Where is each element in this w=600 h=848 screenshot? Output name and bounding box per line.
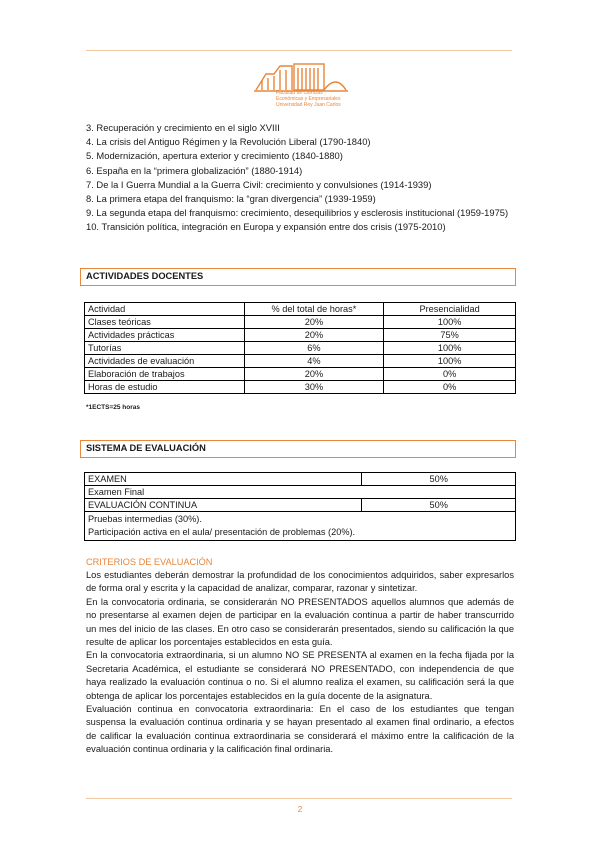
- table-header-cell: Presencialidad: [384, 303, 516, 316]
- table-cell: 100%: [384, 316, 516, 329]
- continuous-detail-line: Participación activa en el aula/ presentación de problemas (20%).: [88, 527, 356, 537]
- table-row: [85, 316, 516, 329]
- table-row: [85, 368, 516, 381]
- table-row: [85, 499, 516, 512]
- table-row: [85, 381, 516, 394]
- exam-percentage: 50%: [362, 473, 516, 486]
- table-cell: 0%: [384, 381, 516, 394]
- header-rule: [86, 50, 512, 51]
- table-cell: 0%: [384, 368, 516, 381]
- table-cell: Actividades de evaluación: [85, 355, 245, 368]
- criteria-paragraph: Los estudiantes deberán demostrar la profundidad de los conocimientos adquiridos, saber expresarlos de forma oral y escrita y la capacidad de analizar, comparar, razonar y sintetizar.: [86, 570, 514, 594]
- topic-item: 6. España en la “primera globalización” (1880-1914): [86, 164, 303, 176]
- topic-item: 3. Recuperación y crecimiento en el siglo XVIII: [86, 122, 280, 133]
- table-cell: 30%: [244, 381, 384, 394]
- continuous-percentage: 50%: [362, 499, 516, 512]
- table-row: [85, 473, 516, 486]
- table-cell: 75%: [384, 329, 516, 342]
- logo-line-2: Económicas y Empresariales: [276, 96, 341, 102]
- table-cell: 20%: [244, 316, 384, 329]
- table-row: [85, 329, 516, 342]
- table-cell: Actividades prácticas: [85, 329, 245, 342]
- exam-detail: Examen Final: [85, 486, 516, 499]
- topic-list: [86, 121, 514, 235]
- table-cell: Tutorías: [85, 342, 245, 355]
- table-header-cell: Actividad: [85, 303, 245, 316]
- topic-item: 10. Transición política, integración en Europa y expansión entre dos crisis (1975-2010): [86, 221, 446, 233]
- exam-label: EXAMEN: [85, 473, 362, 486]
- topic-item: 8. La primera etapa del franquismo: la “gran divergencia” (1939-1959): [86, 193, 376, 205]
- criteria-paragraph: En la convocatoria extraordinaria, si un alumno NO SE PRESENTA al examen en la fecha fijada por la Secretaria Académica, el estudiante se considerará NO PRESENTADO, con independencia de que haya realizado la evaluación continua o no. Si el alumno realiza el examen, su calificación será la que obtenga de aplicar los porcentajes establecidos en la guía docente de la asignatura.: [86, 650, 514, 701]
- criteria-paragraph: En la convocatoria ordinaria, se considerarán NO PRESENTADOS aquellos alumnos que además de no presentarse al examen dejen de participar en la evaluación continua a partir de haber transcurrido un mes del inicio de las clases. En otro caso se considerarán presentados, siendo su calificación la que resulte de aplicar los porcentajes establecidos en esta guía.: [86, 596, 514, 648]
- evaluation-table: [84, 472, 516, 541]
- table-row: [85, 342, 516, 355]
- table-header-cell: % del total de horas*: [244, 303, 384, 316]
- table-header-row: [85, 303, 516, 316]
- table-cell: 100%: [384, 355, 516, 368]
- table-row: [85, 486, 516, 499]
- criteria-heading: CRITERIOS DE EVALUACIÓN: [86, 557, 213, 567]
- logo-line-3: Universidad Rey Juan Carlos: [276, 102, 341, 108]
- table-cell: 4%: [244, 355, 384, 368]
- continuous-label: EVALUACIÓN CONTINUA: [85, 499, 362, 512]
- table-cell: Elaboración de trabajos: [85, 368, 245, 381]
- logo-caption: [276, 90, 341, 108]
- footer-rule: [86, 798, 512, 799]
- table-cell: 6%: [244, 342, 384, 355]
- continuous-detail: [85, 512, 516, 541]
- table-cell: 20%: [244, 329, 384, 342]
- topic-item: 5. Modernización, apertura exterior y crecimiento (1840-1880): [86, 150, 343, 162]
- table-cell: 100%: [384, 342, 516, 355]
- table-cell: 20%: [244, 368, 384, 381]
- continuous-detail-line: Pruebas intermedias (30%).: [88, 514, 202, 524]
- topic-item: 4. La crisis del Antiguo Régimen y la Revolución Liberal (1790-1840): [86, 136, 371, 148]
- table-cell: Clases teóricas: [85, 316, 245, 329]
- section-heading-evaluation: SISTEMA DE EVALUACIÓN: [80, 440, 516, 458]
- table-cell: Horas de estudio: [85, 381, 245, 394]
- topic-item: 9. La segunda etapa del franquismo: crecimiento, desequilibrios y esclerosis institucional (1959-1975): [86, 207, 509, 219]
- topic-item: 7. De la I Guerra Mundial a la Guerra Civil: crecimiento y convulsiones (1914-1939): [86, 178, 432, 190]
- table-row: [85, 512, 516, 541]
- table-row: [85, 355, 516, 368]
- page-number: 2: [297, 805, 303, 814]
- ects-footnote: *1ECTS=25 horas: [86, 404, 141, 411]
- criteria-paragraph: Evaluación continua en convocatoria extraordinaria: En el caso de los estudiantes que tengan suspensa la evaluación continua ordinaria y se hayan presentado al examen final ordinario, a efectos de calificar la evaluación continua extraordinaria se considerará el máximo entre la calificación de la evaluación continua ordinaria y la calificación final ordinaria.: [86, 704, 514, 755]
- section-heading-activities: ACTIVIDADES DOCENTES: [80, 268, 516, 286]
- criteria-body: [86, 569, 514, 757]
- activities-table: [84, 302, 516, 394]
- logo-line-1: Facultad de Ciencias: [276, 90, 323, 96]
